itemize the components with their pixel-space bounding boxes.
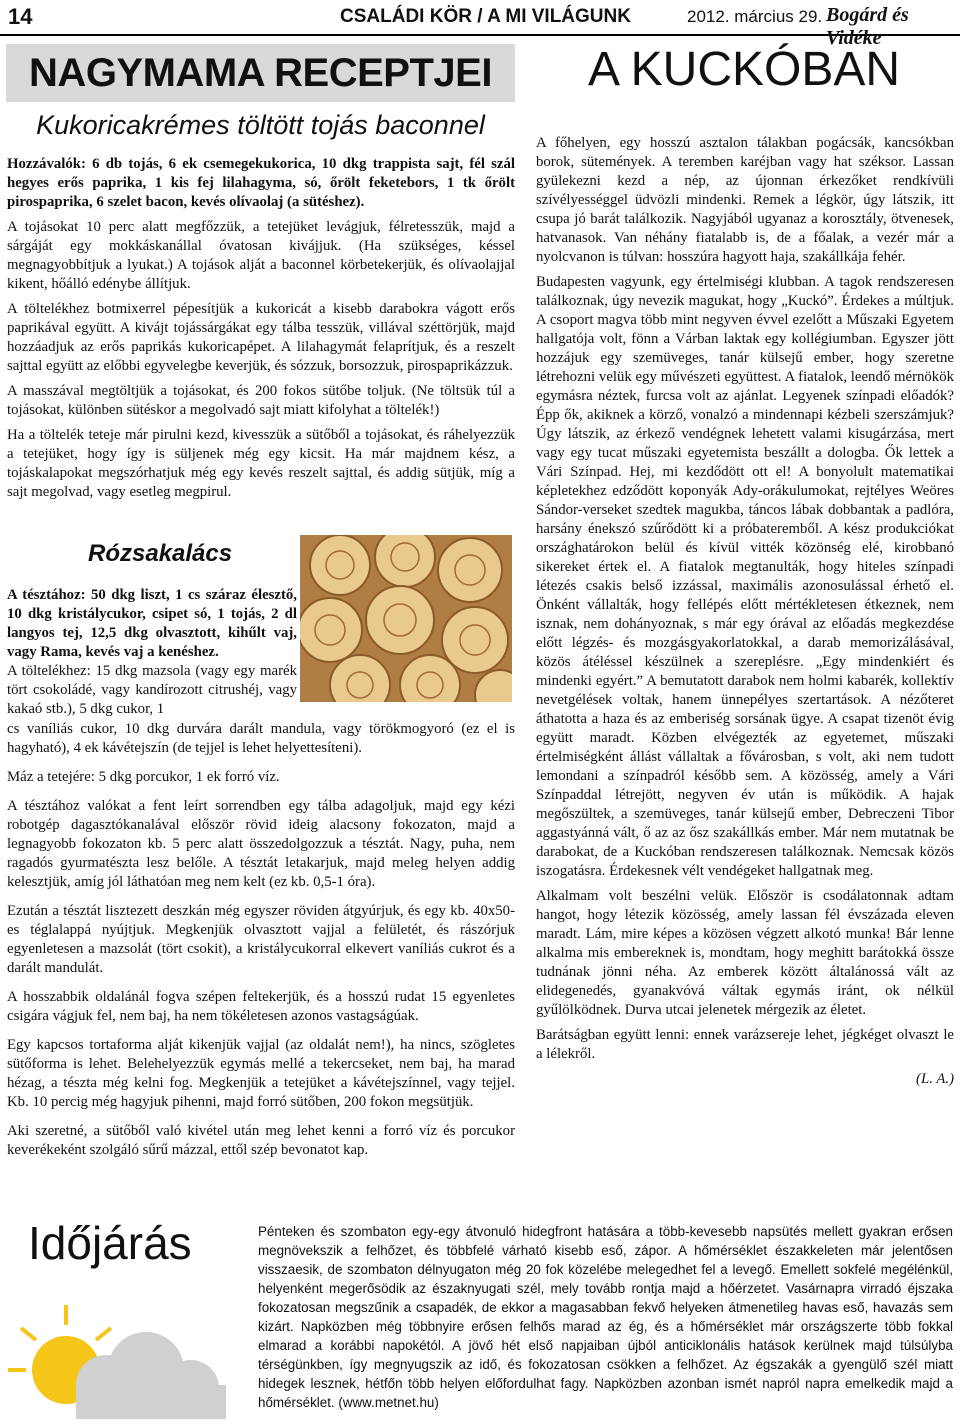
filling-ingredients: A töltelékhez: 15 dkg mazsola (vagy egy marék tört csokoládé, vagy kandírozott citrushéj, vagy kakaó stb.), 5 dkg cukor, 1 [7,663,297,717]
recipe-paragraph: A hosszabbik oldalánál fogva szépen feltekerjük, és a hosszú rudat 15 egyenletes csigára vágjuk fel, nem baj, ha nem tökéletesen azonos vastagságúak. [7,989,515,1024]
page-number: 14 [8,4,33,29]
recipes-banner-title: NAGYMAMA RECEPTJEI [29,51,492,95]
article-paragraph: A főhelyen, egy hosszú asztalon tálakban pogácsák, kancsókban borok, sütemények. A teremben karéjban vagy hat széksor. Lassan gyülekezni kezd a nép, az újonnan érkezőket rendkívüli szívélyességgel üdvözli mindenki. Remek a légkör, úgy látszik, itt csupa jó barát találkozik. Nagyjából ugyanaz a korosztály, ötvenesek, hatvanasok. Van néhány fiatalabb is, de a főalak, a vezér már a nyolcvanon is túlvan: hosszúra hagyott haja, szakállkája fehér. [536,135,954,265]
weather-title: Időjárás [28,1217,192,1269]
rozsakalacs-photo [300,535,512,702]
rozsakalacs-title: Rózsakalács [88,540,233,567]
rozsakalacs-ingredients [7,586,297,719]
recipe-paragraph: A tojásokat 10 perc alatt megfőzzük, a tetejüket levágjuk, félretesszük, majd a sárgáját egy mokkáskanállal óvatosan kivájjuk. (Ha szükséges, késsel megnagyobbítjuk a lyukat.) A tojások alját a baconnel körbetekerjük, és olívaolajjal kikent, hőálló edénybe állítjuk. [7,219,515,292]
recipe-paragraph: A tésztához valókat a fent leírt sorrendben egy tálba adagoljuk, majd egy kézi robotgép dagasztókanalával először rövid ideig alacsony fokozaton, majd a legnagyobb fokozaton kb. 5 perc alatt összedolgozzuk a tésztát. Nagy, puha, nem ragadós gyurmatészta lesz belőle. A tésztát letakarjuk, majd meleg helyen addig kelesztjük, amíg jól láthatóan meg nem kelt (ez kb. 0,5-1 óra). [7,798,515,890]
author-signature: (L. A.) [916,1071,954,1087]
recipe-column [7,155,515,508]
article-paragraph: Barátságban együtt lenni: ennek varázsereje lehet, jégkéget olvaszt le a lélekről. [536,1027,954,1062]
recipe-paragraph: A masszával megtöltjük a tojásokat, és 200 fokos sütőbe toljuk. (Ne töltsük túl a tojásokat, különben sütéskor a megolvadó sajt miatt kifolyhat a töltelék!) [7,383,515,418]
recipe-title: Kukoricakrémes töltött tojás baconnel [36,110,485,140]
rozsakalacs-steps [7,720,515,1170]
article-paragraph: Alkalmam volt beszélni velük. Először is csodálatonnak adtam hangot, hogy létezik közösség, amely lassan fél évszázada eleven maradt. Lám, mire képes a közösen végzett alkotó munka! Bár lenne alkalma mis embereknek is, mondtam, hogy meghitt barátokká össze tudnának jönni néha. Az emberek között általánossá vált az elidegenedés, gyanakvóvá váltak egymás iránt, ok nélkül gyűlölködnek. Durva utcai jelenetek mérgezik az életet. [536,888,954,1018]
recipe-paragraph: A töltelékhez botmixerrel pépesítjük a kukoricát a kisebb darabokra vágott erős paprikával együtt. A kivájt tojássárgákat egy tálba tesszük, villával széttörjük, majd hozzáadjuk az erős paprikás kukoricapépet. A lilahagymát felaprítjuk, és a reszelt sajttal együtt az előbbi egyvelegbe keverjük, és sózzuk, borsozzuk, pirospaprikázzuk. [7,301,515,374]
recipe-paragraph: Máz a tetejére: 5 dkg porcukor, 1 ek forró víz. [7,769,280,785]
weather-text: Pénteken és szombaton egy-egy átvonuló hidegfront hatására a több-kevesebb napsütés mellett gyakran erősen megnövekszik a felhőzet, és többfelé várható kisebb eső, zápor. A hőmérséklet északkeleten már jelentősen visszaesik, de szombaton délnyugaton még 20 fok közelébe melegedhet fel a levegő. Emellett sokfelé megélénkül, helyenként megerősödik az északnyugati szél, mely tovább rontja majd a hőérzetet. Vasárnapra virradó éjszaka fokozatosan megszűnik a csapadék, de ekkor a magasabban fekvő helyeken átmenetileg havas eső, havazás sem kizárt. Napközben még többnyire erősen felhős marad az ég, és a hőmérséklet már országszerte több fokkal elmarad a korábbi napokétól. A jövő hét első napjaiban újból anticiklonális hatások kerülnek majd túlsúlyba térségünkben, így megnyugszik az idő, és fokozatosan csökken a felhőzet. Az égszakák a gyengülő szél miatt hidegek lesznek, hétfőn több helyen előfordulhat fagy. Napközben azonban ismét napról napra emelkedik majd a hőmérséklet. (www.metnet.hu) [258,1224,953,1410]
issue-date: 2012. március 29. [687,7,823,26]
kuckoban-column [536,134,954,1095]
ingredients-paragraph: Hozzávalók: 6 db tojás, 6 ek csemegekukorica, 10 dkg trappista sajt, fél szál hegyes erős paprika, 1 kis fej lilahagyma, só, őrölt feketebors, 1 tk őrölt pirospaprika, 6 szelet bacon, kevés olívaolaj (a sütéshez). [7,156,515,210]
recipe-paragraph: Ezután a tésztát lisztezett deszkán még egyszer röviden átgyúrjuk, és egy kb. 40x50-es téglalappá nyújtjuk. Megkenjük olvasztott vajjal a felületét, és rászórjuk egyenletesen a mazsolát (tört csokit), a kristálycukorral elkevert vaníliás cukrot és a darált mandulát. [7,903,515,976]
kuckoban-title: A KUCKÓBAN [587,43,901,96]
article-paragraph: Budapesten vagyunk, egy értelmiségi klubban. A tagok rendszeresen találkoznak, úgy nevezik magukat, hogy „Kuckó”. Érdekes a múltjuk. A csoport magva több mint negyven évvel ezelőtt a Műszaki Egyetem hallgatója volt, fönn a Várban laktak egy kollégiumban. Egyszer jött hozzájuk egy szemüveges, tanár külsejű ember, hogy szeretne létrehozni velük egy művészeti együttest. A fiatalok, leendő mérnökök egymásra néztek, furcsa volt az ajánlat. Legyenek színpadi előadók? Épp ők, akiknek a körző, vonalzó a mindennapi kézbeli szerszámjuk? Úgy látszik, az érkező vendégnek lehetett valami kisugárzása, mert vagy egy tucat műszaki egyetemista beszállt a dologba. Ők lettek a Vári Színpad. Hej, mi kezdődött ott el! A bonyolult matematikai képletekhez edződött koponyák Ady-orákulumokat, rejtélyes Weöres Sándor-verseket szedtek magukba, táncos lábak dobbantak a padlóra, harsány énekszó szűrődött ki a próbateremből. A kész produkciókat országhatárokon belül és kívül vitték közönség elé, kirobbanó sikereket értek el. A fiatalok megtanulták, hogy hiteles színpadi létezés csakis belső izzással, maximális azonosulással érhető el. Önként vállalták, hogy fellépés előtt mértékletesen étkeznek, nem isznak, nem dohányoznak, s már egy órával az előadás megkezdése előtt légzés- és mozgásgyakorlatokkal, a darab memorizálásával, közös átéléssel készülnek a szereplésre. „Egy mindenkiért és mindenki egyért.” A bemutatott darabok nem holmi kabarék, kollektív nevetgélések voltak, hanem ünnepélyes szertartások. A nézőteret áthatotta a haza és az emberiség sorsának ügye. A csapat tizenöt évig együtt maradt. Közben elvégezték az egyetemet, műszaki értelmiségként állást vállaltak a fővárosban, s volt, aki nem tudott lemondani a színpadról később sem. A közösség, amely a Vári Színpaddal létrejött, negyven év után is működik. A hajak megőszültek, a szemüveges, tanár külsejű ember, Debreczeni Tibor aggastyánná vált, ő az az ősz szakállkás ember. Már nem mutatnak be darabokat, de a Kuckóban rendszeresen találkoznak. Nemcsak közös iszogatásra. Érdekesnek vélt vendégeket hallgatnak meg. [536,274,954,879]
page-header [0,0,960,49]
recipe-paragraph: Ha a töltelék teteje már pirulni kezd, kivesszük a sütőből a tojásokat, és ráhelyezzük a tetejüket, hogy így is süljenek még egy kicsit. Ha már majdnem kész, a tojáskalapokat megszórhatjuk még egy kevés reszelt sajttal, és addig sütjük, míg a sajt megolvad, vagy esetleg megpirul. [7,427,515,500]
recipe-paragraph: Aki szeretné, a sütőből való kivétel után meg lehet kenni a forró víz és porcukor keverékeként szolgáló sűrű mázzal, ettől szép bevonatot kap. [7,1123,515,1158]
recipe-paragraph: Egy kapcsos tortaforma alját kikenjük vajjal (az oldalát nem!), ha nincs, szögletes sütőforma is lehet. Belehelyezzük egymás mellé a tekercseket, nem baj, ha marad hézag, a tészta még kelni fog. Megkenjük a tetejüket a kávétejszínnel, vagy tejjel. Kb. 10 percig még hagyjuk pihenni, majd forró sütőben, 200 fokon megsütjük. [7,1037,515,1110]
recipe-paragraph: cs vaníliás cukor, 10 dkg durvára darált mandula, vagy törökmogyoró (ez el is hagyható), 4 ek kávétejszín (de tejjel is lehet helyettesíteni). [7,721,515,756]
dough-ingredients: A tésztához: 50 dkg liszt, 1 cs száraz élesztő, 10 dkg kristálycukor, csipet só, 1 tojás, 2 dl langyos tej, 12,5 dkg olvasztott, kihűlt vaj, vagy Rama, kevés vaj a kenéshez. [7,587,297,660]
recipes-banner [6,44,515,102]
section-title: CSALÁDI KÖR / A MI VILÁGUNK [340,6,631,27]
newspaper-name: Bogárd és Vidéke [826,4,909,49]
